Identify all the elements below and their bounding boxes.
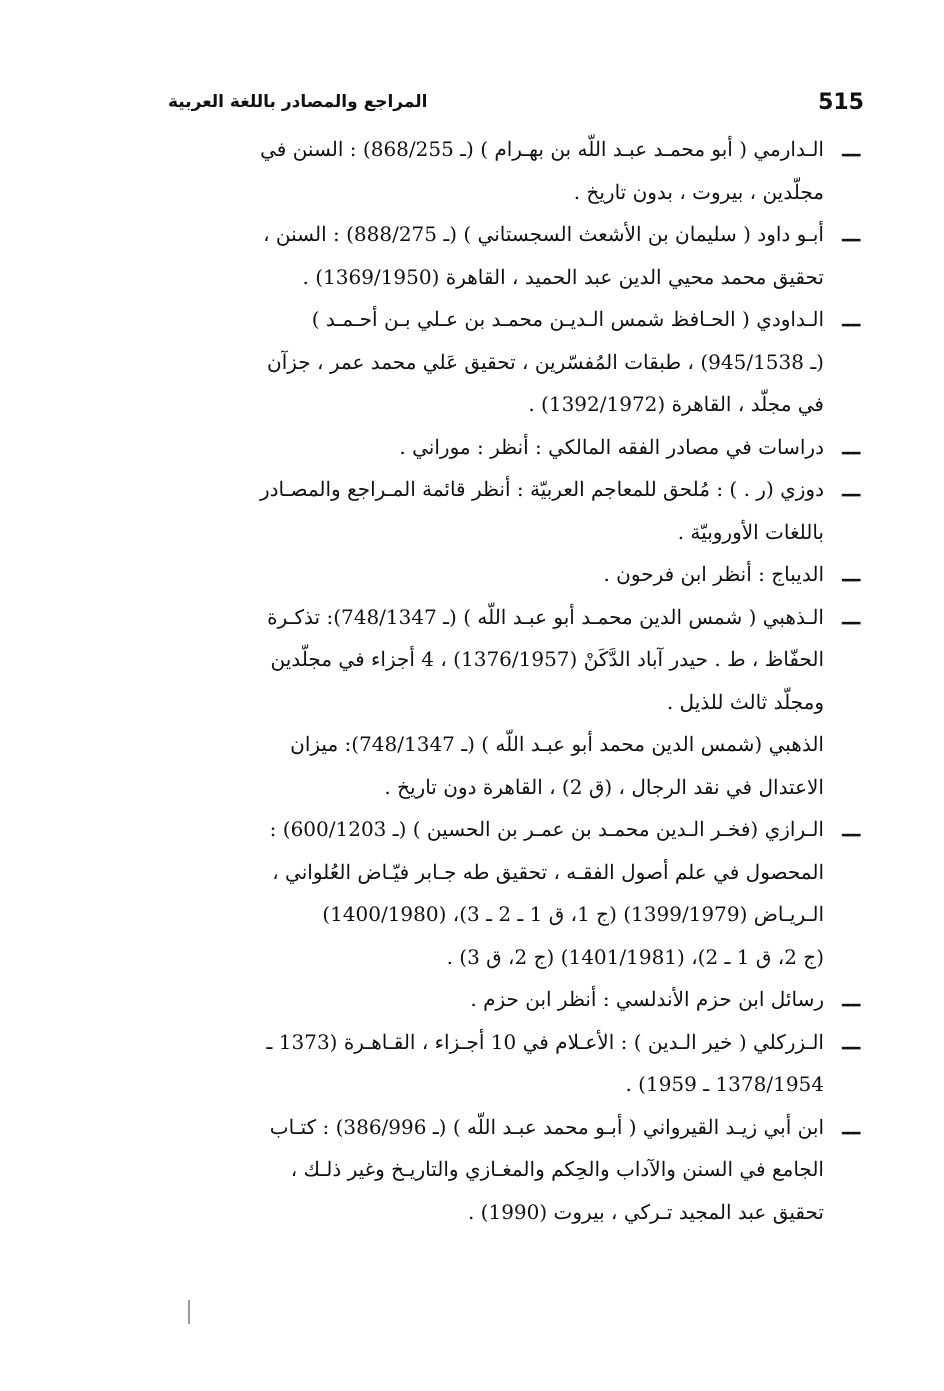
bibliography-entry (160, 1106, 860, 1234)
entry-line: دوزي (ر . ) : مُلحق للمعاجم العربيّة : أنظر قائمة المـراجع والمصـادر (259, 477, 824, 501)
entry-line: الحفّاظ ، ط . حيدر آباد الدَّكَنْ (1376/1957) ، 4 أجزاء في مجلّدين (270, 647, 824, 671)
bibliography-entry (160, 298, 860, 426)
entry-dash: ـــ (842, 817, 860, 841)
bibliography-list (160, 128, 860, 1233)
entry-line: في مجلّد ، القاهرة (1392/1972) . (528, 392, 824, 416)
bibliography-entry (160, 426, 860, 469)
bibliography-entry (160, 808, 860, 978)
entry-dash: ـــ (842, 137, 860, 161)
entry-dash: ـــ (842, 434, 860, 459)
bibliography-entry (160, 1021, 860, 1106)
entry-line: (ـ 945/1538) ، طبقات المُفسّرين ، تحقيق عَلي محمد عمر ، جزآن (267, 349, 824, 374)
entry-dash: ـــ (842, 1029, 860, 1054)
entry-dash: ـــ (842, 222, 860, 246)
entry-line: الـداودي ( الحـافظ شمس الـديـن محمـد بن عـلي بـن أحـمـد ) (311, 307, 824, 331)
entry-line: الـذهبي ( شمس الدين محمـد أبو عبـد اللّه ) (ـ 748/1347): تذكـرة (267, 604, 824, 629)
entry-line: ومجلّد ثالث للذيل . (666, 689, 824, 714)
entry-line: رسائل ابن حزم الأندلسي : أنظر ابن حزم . (470, 987, 824, 1011)
entry-line: الديباج : أنظر ابن فرحون . (603, 562, 824, 586)
entry-line: تحقيق عبد المجيد تـركي ، بيروت (1990) . (467, 1199, 824, 1224)
entry-line: باللغات الأوروبيّة . (677, 519, 824, 544)
entry-line: الـريـاض (1399/1979) (ج 1، ق 1 ـ 2 ـ 3)، (1400/1980) (322, 902, 824, 926)
bibliography-entry (160, 468, 860, 553)
entry-line: (ج 2، ق 1 ـ 2)، (1401/1981) (ج 2، ق 3) . (446, 944, 824, 969)
entry-line: مجلّدين ، بيروت ، بدون تاريخ . (573, 179, 824, 204)
entry-line: الـرازي (فخـر الـدين محمـد بن عمـر بن الحسين ) (ـ 600/1203) : (269, 817, 824, 841)
page-number: 515 (818, 89, 864, 115)
page-header (168, 82, 864, 122)
entry-dash: ـــ (842, 562, 860, 586)
bibliography-entry (160, 978, 860, 1021)
running-title: المراجع والمصادر باللغة العربية (168, 92, 428, 112)
bibliography-entry (160, 213, 860, 298)
entry-line: 1378/1954 ـ 1959) . (625, 1072, 824, 1096)
bibliography-entry (160, 596, 860, 724)
entry-line: الذهبي (شمس الدين محمد أبو عبـد اللّه ) (ـ 748/1347): ميزان (290, 732, 824, 756)
entry-dash: ـــ (842, 987, 860, 1011)
entry-line: تحقيق محمد محيي الدين عبد الحميد ، القاهرة (1369/1950) . (302, 264, 824, 289)
entry-line: أبـو داود ( سليمان بن الأشعث السجستاني ) (ـ 888/275) : السنن ، (263, 222, 824, 246)
entry-line: المحصول في علم أصول الفقـه ، تحقيق طه جـابر فيّـاض العُلواني ، (272, 859, 824, 884)
entry-line: الـدارمي ( أبو محمـد عبـد اللّه بن بهـرام ) (ـ 868/255) : السنن في (260, 137, 824, 161)
entry-dash: ـــ (842, 1114, 860, 1139)
entry-line: دراسات في مصادر الفقه المالكي : أنظر : موراني . (399, 434, 824, 459)
bibliography-entry (160, 723, 860, 808)
bibliography-entry (160, 553, 860, 596)
entry-dash: ـــ (842, 604, 860, 629)
entry-dash: ـــ (842, 477, 860, 501)
entry-dash: ـــ (842, 307, 860, 331)
entry-line: الـزركلي ( خير الـدين ) : الأعـلام في 10 أجـزاء ، القـاهـرة (1373 ـ (266, 1029, 824, 1054)
bibliography-entry (160, 128, 860, 213)
entry-line: الاعتدال في نقد الرجال ، (ق 2) ، القاهرة دون تاريخ . (384, 774, 824, 799)
scan-mark (188, 1300, 190, 1324)
entry-line: الجامع في السنن والآداب والحِكم والمغـازي والتاريـخ وغير ذلـك ، (290, 1157, 824, 1181)
entry-line: ابن أبي زيـد القيرواني ( أبـو محمد عبـد اللّه ) (ـ 386/996) : كتـاب (269, 1114, 824, 1139)
